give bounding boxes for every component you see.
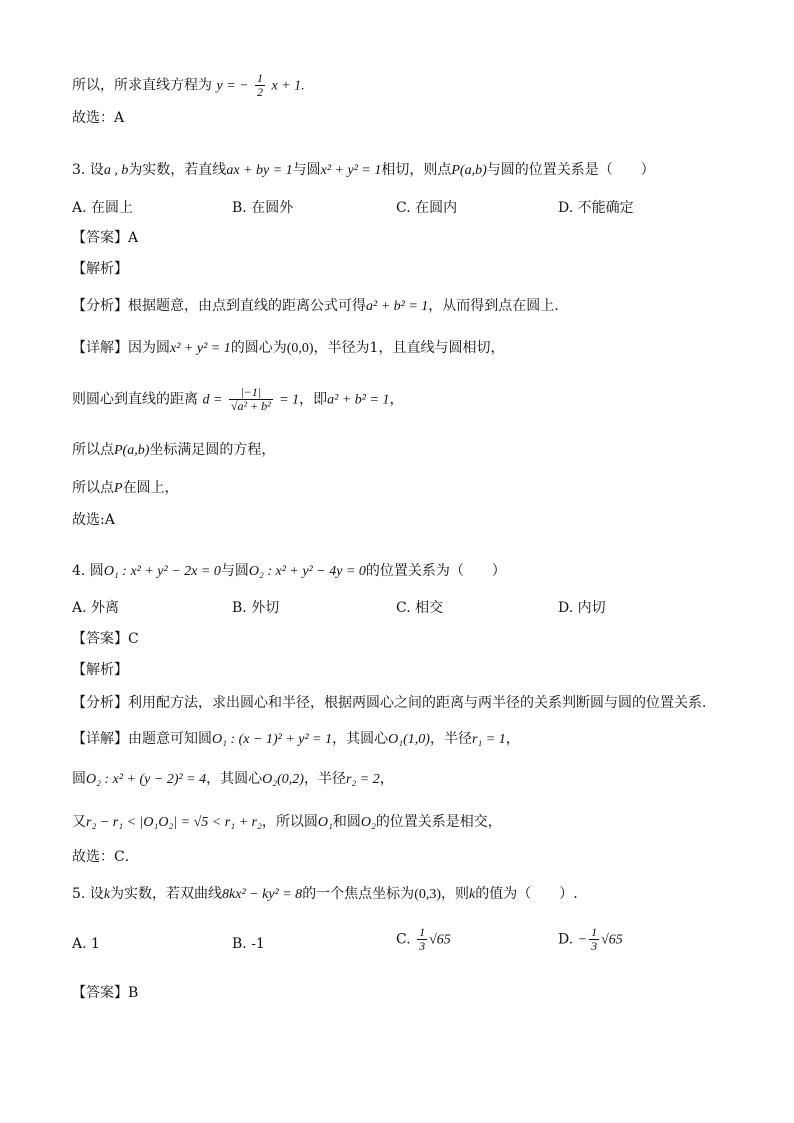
q3-answer: 【答案】A bbox=[72, 230, 139, 246]
q3-option-a: A. 在圆上 bbox=[72, 200, 134, 216]
conclusion-line bbox=[72, 72, 305, 99]
q4-jiexi-heading: 【解析】 bbox=[72, 662, 128, 678]
q4-select: 故选：C． bbox=[72, 849, 139, 865]
q3-option-c: C. 在圆内 bbox=[396, 200, 458, 216]
q3-analysis: 【分析】根据题意，由点到直线的距离公式可得a² + b² = 1，从而得到点在圆上. bbox=[72, 298, 559, 314]
q3-select: 故选:A bbox=[72, 512, 115, 528]
q3-detail-1: 【详解】因为圆x² + y² = 1的圆心为(0,0)，半径为1，且直线与圆相切， bbox=[72, 340, 505, 356]
conclusion-text: 所以，所求直线方程为 bbox=[72, 77, 212, 94]
q3-detail-distance: 则圆心到直线的距离 d = $\frac{|-1|}{\text{√a² + b²}}$ = 1，即a² + b² = 1， bbox=[72, 385, 404, 413]
q5-option-c: C. $\frac{1}{3}$ √65 bbox=[396, 925, 451, 953]
q5-option-a: A. 1 bbox=[72, 936, 100, 952]
question-3-stem: 3. 设a , b为实数，若直线ax + by = 1与圆x² + y² = 1相切，则点P(a,b)与圆的位置关系是（ ） bbox=[72, 162, 655, 178]
q4-option-a: A. 外离 bbox=[72, 600, 120, 616]
distance-fraction: $\frac{|-1|}{\text{√a² + b²}}$ bbox=[230, 385, 271, 413]
q4-option-b: B. 外切 bbox=[232, 600, 280, 616]
q4-option-c: C. 相交 bbox=[396, 600, 444, 616]
q3-detail-4: 所以点P在圆上， bbox=[72, 480, 179, 496]
q4-analysis: 【分析】利用配方法，求出圆心和半径，根据两圆心之间的距离与两半径的关系判断圆与圆的位置关系． bbox=[72, 695, 716, 711]
line-equation-rhs: x + 1. bbox=[271, 78, 305, 94]
q3-jiexi-heading: 【解析】 bbox=[72, 261, 128, 277]
q4-option-d: D. 内切 bbox=[558, 600, 606, 616]
q3-option-d: D. 不能确定 bbox=[558, 200, 634, 216]
q4-answer: 【答案】C bbox=[72, 631, 139, 647]
q3-detail-3: 所以点P(a,b)坐标满足圆的方程， bbox=[72, 442, 276, 458]
q5-answer: 【答案】B bbox=[72, 985, 139, 1001]
q3-option-b: B. 在圆外 bbox=[232, 200, 294, 216]
q4-detail-3: 又r₂ − r₁ < |O₁O₂| = √5 < r₁ + r₂，所以圆O₁和圆O₂的位置关系是相交， bbox=[72, 814, 502, 830]
q4-detail-1: 【详解】由题意可知圆O₁ : (x − 1)² + y² = 1，其圆心O₁(1,0)，半径r₁ = 1， bbox=[72, 731, 520, 747]
q5-option-d: D. − $\frac{1}{3}$ √65 bbox=[558, 925, 623, 953]
question-4-stem: 4. 圆O₁ : x² + y² − 2x = 0与圆O₂ : x² + y² − 4y = 0的位置关系为（ ） bbox=[72, 563, 506, 579]
fraction-half: $\frac{1}{2}$ bbox=[257, 71, 264, 99]
q5-option-b: B. -1 bbox=[232, 936, 265, 952]
question-5-stem: 5. 设k为实数，若双曲线8kx² − ky² = 8的一个焦点坐标为(0,3)，则k的值为（ ）. bbox=[72, 886, 578, 902]
line-equation-lhs: y = − bbox=[216, 78, 249, 94]
select-line-prev: 故选：A bbox=[72, 110, 125, 126]
q4-detail-2: 圆O₂ : x² + (y − 2)² = 4，其圆心O₂(0,2)，半径r₂ = 2， bbox=[72, 771, 394, 787]
